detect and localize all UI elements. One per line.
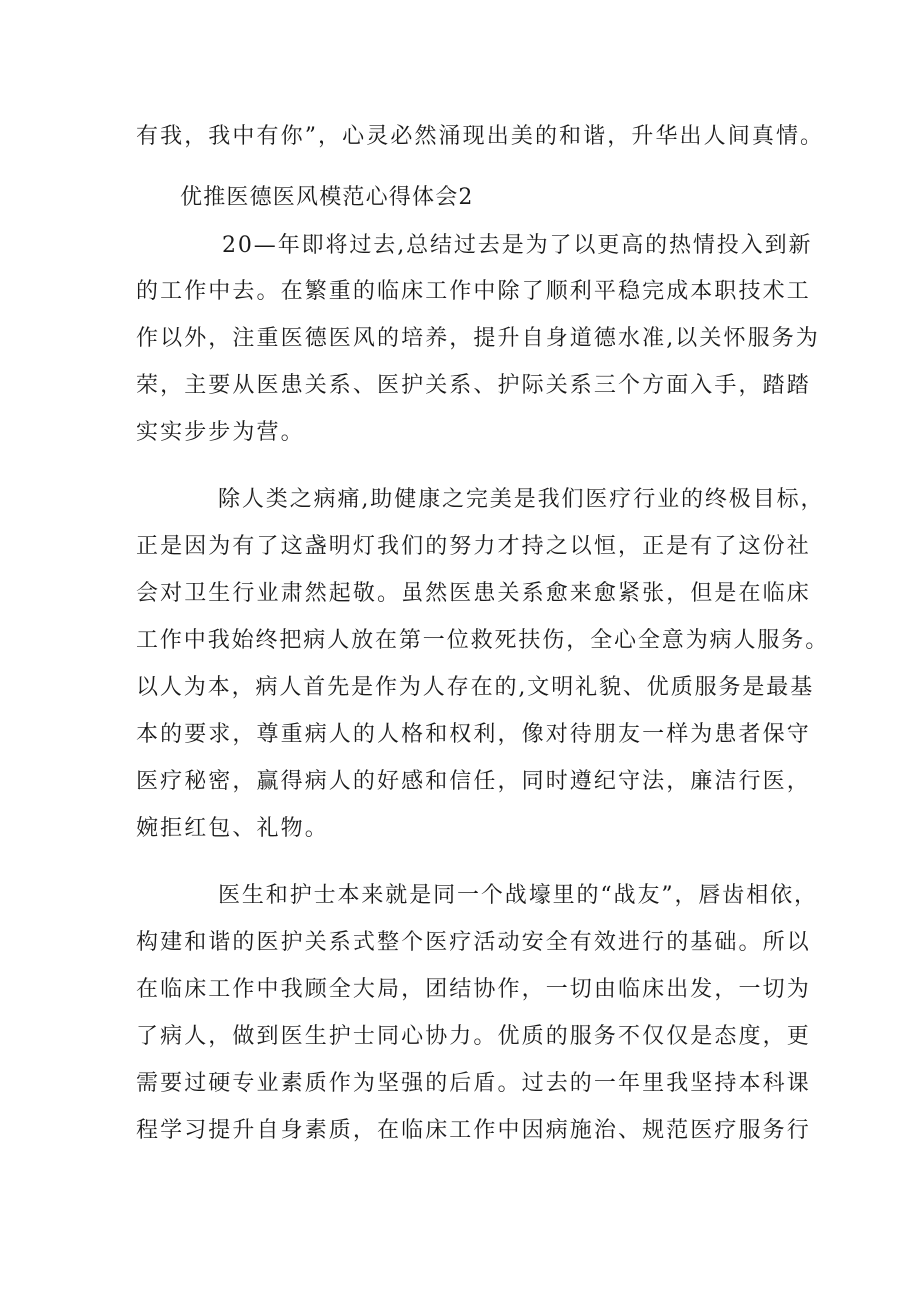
paragraph-3-line-3: 在临床工作中我顾全大局，团结协作，一切由临床出发，一切为 xyxy=(136,977,811,1002)
paragraph-2-line-3: 会对卫生行业肃然起敬。虽然医患关系愈来愈紧张，但是在临床 xyxy=(136,581,811,606)
paragraph-3-line-4: 了病人，做到医生护士同心协力。优质的服务不仅仅是态度，更 xyxy=(136,1024,811,1049)
paragraph-3-line-6: 程学习提升自身素质，在临床工作中因病施治、规范医疗服务行 xyxy=(136,1118,811,1143)
paragraph-2-line-5: 以人为本，病人首先是作为人存在的,文明礼貌、优质服务是最基 xyxy=(136,675,815,700)
paragraph-1-line-2: 的工作中去。在繁重的临床工作中除了顺利平稳完成本职技术工 xyxy=(136,279,811,304)
continuation-line-1: 有我，我中有你”，心灵必然涌现出美的和谐，升华出人间真情。 xyxy=(136,124,825,149)
paragraph-3-line-5: 需要过硬专业素质作为坚强的后盾。过去的一年里我坚持本科课 xyxy=(136,1071,811,1096)
paragraph-1-line-1: 20—年即将过去,总结过去是为了以更高的热情投入到新 xyxy=(222,233,813,258)
paragraph-2-line-1: 除人类之病痛,助健康之完美是我们医疗行业的终极目标， xyxy=(218,487,825,512)
paragraph-1-line-5: 实实步步为营。 xyxy=(136,420,305,445)
paragraph-2-line-7: 医疗秘密，赢得病人的好感和信任，同时遵纪守法，廉洁行医， xyxy=(136,769,811,794)
paragraph-3-line-2: 构建和谐的医护关系式整个医疗活动安全有效进行的基础。所以 xyxy=(136,930,811,955)
paragraph-2-line-4: 工作中我始终把病人放在第一位救死扶伤，全心全意为病人服务。 xyxy=(136,628,830,653)
section-title: 优推医德医风模范心得体会2 xyxy=(180,185,474,210)
paragraph-1-line-4: 荣，主要从医患关系、医护关系、护际关系三个方面入手，踏踏 xyxy=(136,373,811,398)
paragraph-2-line-2: 正是因为有了这盏明灯我们的努力才持之以恒，正是有了这份社 xyxy=(136,534,811,559)
paragraph-3-line-1: 医生和护士本来就是同一个战壕里的“战友”，唇齿相依， xyxy=(218,883,818,908)
paragraph-2-line-8: 婉拒红包、礼物。 xyxy=(136,816,329,841)
paragraph-1-line-3: 作以外，注重医德医风的培养，提升自身道德水准,以关怀服务为 xyxy=(136,326,820,351)
paragraph-2-line-6: 本的要求，尊重病人的人格和权利，像对待朋友一样为患者保守 xyxy=(136,722,811,747)
